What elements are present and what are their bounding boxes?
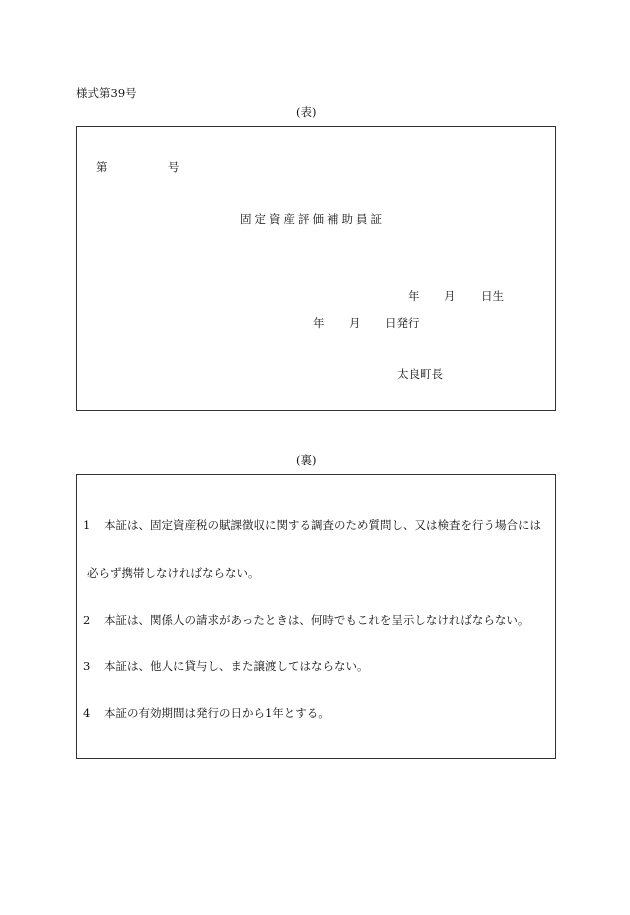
number-suffix: 号 [168,160,180,174]
issue-month: 月 [349,316,361,330]
item-2 [83,612,529,628]
item-3-number: 3 [83,659,91,673]
birth-day: 日生 [481,289,504,303]
issue-year: 年 [313,316,325,330]
item-3 [83,658,368,674]
item-3-text: 本証は、他人に貸与し、また譲渡してはならない。 [103,659,369,673]
item-2-number: 2 [83,613,91,627]
form-number: 様式第39号 [76,86,137,100]
issuer: 太良町長 [397,367,443,381]
number-prefix: 第 [96,160,108,174]
item-2-text: 本証は、関係人の請求があったときは、何時でもこれを呈示しなければならない。 [103,613,530,627]
back-card [76,474,556,759]
item-4-text: 本証の有効期間は発行の日から1年とする。 [103,706,330,720]
back-label: (裏) [296,453,317,467]
issue-day: 日発行 [385,316,420,330]
item-4 [83,705,330,721]
item-1-continuation: 必らず携帯しなければならない。 [87,566,260,580]
item-4-number: 4 [83,706,91,720]
front-label: (表) [296,105,317,119]
item-1-number: 1 [83,518,91,532]
item-1-text: 本証は、固定資産税の賦課徴収に関する調査のため質問し、又は検査を行う場合には [103,518,541,532]
birth-month: 月 [444,289,456,303]
card-title: 固定資産評価補助員証 [240,212,385,226]
front-card [76,126,556,411]
birth-year: 年 [408,289,420,303]
item-1 [83,517,541,533]
